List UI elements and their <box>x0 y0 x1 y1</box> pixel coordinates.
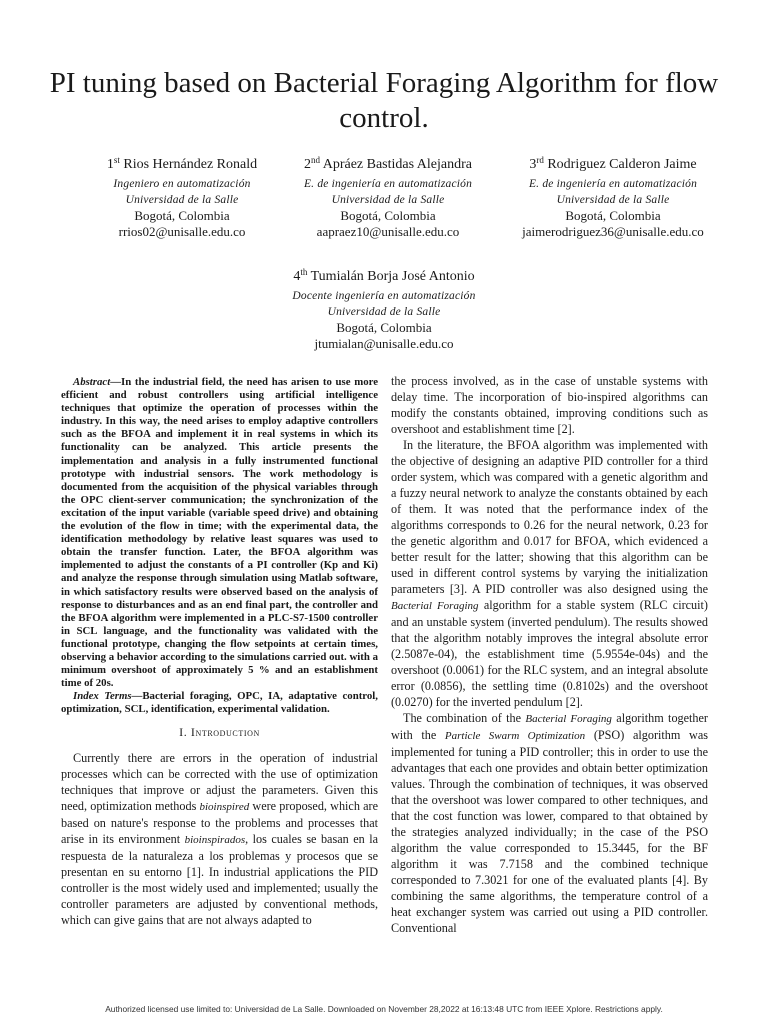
author-role: E. de ingeniería en automatización <box>303 178 473 190</box>
abstract-text: —In the industrial field, the need has arisen to use more efficient and robust controllers using artificial intelligence techniques that optimize the operation of processes within the industry. In this way, the need arises to employ adaptive controllers such as the BFOA and implement it in real systems in which its functionality can be analyzed. This article presents the implementation and analysis in a fully instrumented functional prototype with industrial sensors. The work methodology is documented from the acquisition of the physical variables through the OPC client-server communication; the synchronization of the excitation of the input variable (variable speed drive) and obtaining the evolution of the flow in time; with the experimental data, the identification methodology by relative least squares was used to obtain the transfer function. Later, the BFOA algorithm was implemented to adjust the constants of a PI controller (Kp and Ki) and analyze the response through simulation using Matlab software, in which satisfactory results were observed based on the analysis of response to disturbances and as an end final part, the controller and the BFOA algorithm were implemented in a PLC-S7-1500 controller in SCL language, and the functionality was validated with the functional prototype, changing the flow setpoints at certain times, observing a behavior according to the simulations carried out. with a minimum overshoot of approximately 5 % and an establishment time of 20s. <box>61 376 378 690</box>
continued-paragraph: the process involved, as in the case of unstable systems with delay time. The incorporation of bio-inspired algorithms can modify the constants obtained, improving conditions such as overshoot and establishment time [2]. <box>391 374 708 436</box>
index-terms-text: —Bacterial foraging, OPC, IA, adaptative control, optimization, SCL, identification, experimental validation. <box>61 690 378 716</box>
right-column <box>391 373 708 936</box>
literature-paragraph: In the literature, the BFOA algorithm was implemented with the objective of designing an adaptive PID controller for a third order system, which was compared with a genetic algorithm and a fuzzy neural network to analyze the constants obtained by each of them. It was noted that the performance index of the algorithms corresponds to 0.26 for the neural network, 0.23 for the genetic algorithm and 0.017 for BFOA, which evidenced a better result for the latter; showing that this algorithm can be used in different control systems by varying the initialization parameters [3]. A PID controller was also designed using the Bacterial Foraging algorithm for a stable system (RLC circuit) and an unstable system (inverted pendulum). The results showed that the algorithm notably improves the integral absolute error (2.5087e-04), the establishment time (5.9554e-04s) and the overshoot (0.0061) for the RLC system, and an integral absolute error (0.0856), the settling time (0.8102s) and the overshoot (0.0270) for the inverted pendulum [2]. <box>391 438 708 709</box>
left-column <box>61 376 378 928</box>
author-block-1 <box>62 156 302 240</box>
index-terms-label: Index Terms <box>73 690 132 703</box>
author-university: Universidad de la Salle <box>327 306 441 318</box>
author-name: 2nd Apráez Bastidas Alejandra <box>303 155 472 172</box>
author-city: Bogotá, Colombia <box>336 320 432 335</box>
author-university: Universidad de la Salle <box>125 194 239 206</box>
author-role: E. de ingeniería en automatización <box>528 178 698 190</box>
intro-paragraph: Currently there are errors in the operation of industrial processes which can be corrected with the use of optimization techniques that improve or adjust the parameters. Given this need, optimization methods bioinspired were proposed, which are based on nature's response to the problems and processes that arise in its environment bioinspirados, los cuales se basan en la respuesta de la naturaleza a los problemas y procesos que se presentan en su entorno [1]. In industrial applications the PID controller is the most widely used and implemented; usually the controller parameters are adjusted by conventional methods, which can give gains that are not always adapted to <box>61 751 379 928</box>
author-university: Universidad de la Salle <box>331 194 445 206</box>
author-city: Bogotá, Colombia <box>565 208 661 223</box>
author-name: 3rd Rodriguez Calderon Jaime <box>529 155 697 172</box>
author-role: Ingeniero en automatización <box>113 178 251 190</box>
author-email: aapraez10@unisalle.edu.co <box>316 224 460 239</box>
author-name: 1st Rios Hernández Ronald <box>106 155 258 172</box>
author-email: jaimerodriguez36@unisalle.edu.co <box>522 224 704 239</box>
author-email: jtumialan@unisalle.edu.co <box>314 336 454 351</box>
combination-paragraph: The combination of the Bacterial Foraging algorithm together with the Particle Swarm Optimization (PSO) algorithm was implemented for tuning a PID controller; this in order to use the advantages that each one provides and obtain better optimization values. Through the combination of techniques, it was observed that the overshoot was lower compared to other techniques, and that the cost function was lower, compared to that obtained by the strategies analyzed individually; in the case of the PSO algorithm the value corresponded to 15.3445, for the BF algorithm it was 7.7158 and the combined technique corresponded to 7.3021 for one of the evaluated plants [4]. By combining the same algorithms, the temperature control of a heat exchanger system was carried out using a PID controller. Conventional <box>391 711 708 935</box>
author-block-4 <box>264 268 504 352</box>
author-university: Universidad de la Salle <box>556 194 670 206</box>
author-name: 4th Tumialán Borja José Antonio <box>293 267 475 284</box>
abstract <box>61 376 378 690</box>
paper-title: PI tuning based on Bacterial Foraging Algorithm for flow control. <box>49 67 719 134</box>
author-city: Bogotá, Colombia <box>340 208 436 223</box>
abstract-label: Abstract <box>73 376 111 388</box>
section-heading: I. Introduction <box>179 725 260 740</box>
author-block-3 <box>493 156 733 240</box>
author-city: Bogotá, Colombia <box>134 208 230 223</box>
author-block-2 <box>268 156 508 240</box>
author-role: Docente ingeniería en automatización <box>292 290 476 302</box>
license-footer: Authorized licensed use limited to: Universidad de La Salle. Downloaded on November 28,2022 at 16:13:48 UTC from IEEE Xplore. Restrictions apply. <box>105 1004 663 1014</box>
index-terms <box>61 690 378 716</box>
author-email: rrios02@unisalle.edu.co <box>118 224 246 239</box>
